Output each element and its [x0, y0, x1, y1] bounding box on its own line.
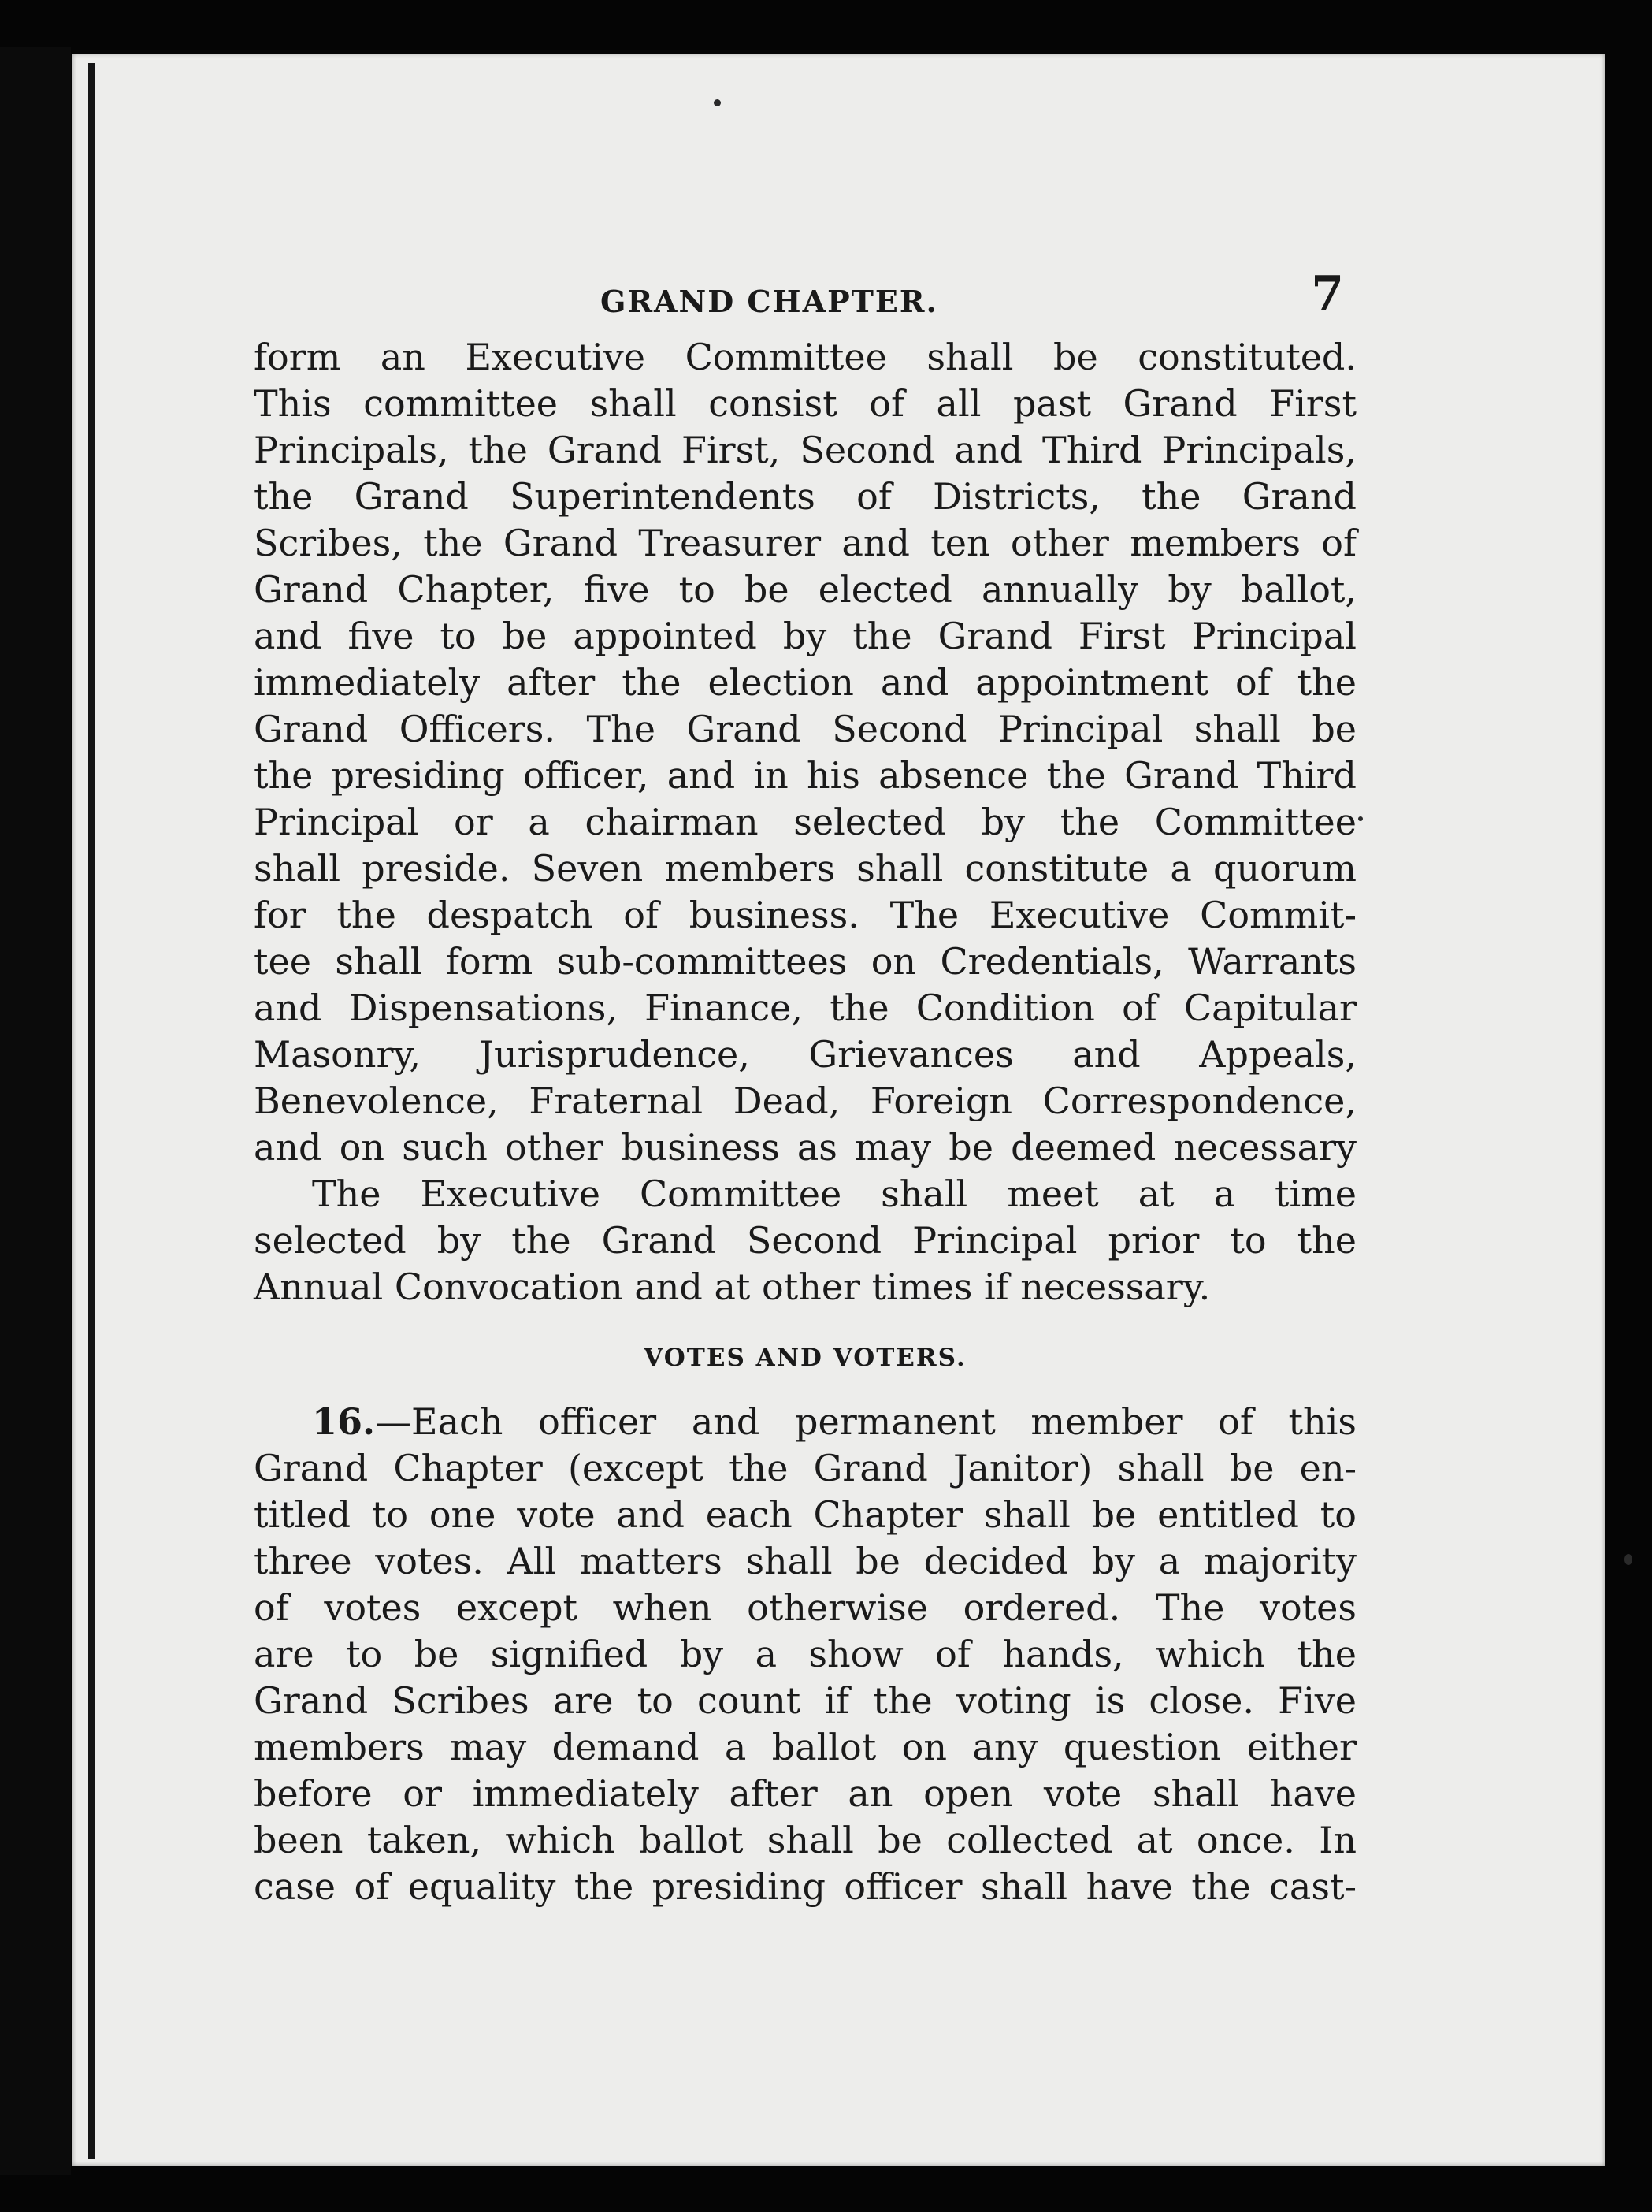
running-title: GRAND CHAPTER. — [600, 284, 938, 319]
page-number: 7 — [1311, 266, 1344, 322]
text-line — [254, 1399, 1357, 1445]
text-line: Benevolence, Fraternal Dead, Foreign Correspondence, — [254, 1080, 1357, 1122]
facing-page-edge — [0, 47, 71, 2175]
paragraph-committee-meetings — [254, 1171, 1357, 1310]
text-line-content: —Each officer and permanent member of this — [375, 1400, 1357, 1443]
text-line: members may demand a ballot on any question either — [254, 1726, 1357, 1768]
text-line: Principals, the Grand First, Second and Third Principals, — [254, 429, 1357, 471]
paragraph-executive-committee — [254, 334, 1357, 1171]
text-line: Scribes, the Grand Treasurer and ten other members of — [254, 522, 1357, 564]
text-line: Grand Scribes are to count if the voting is close. Five — [254, 1679, 1357, 1722]
text-line: of votes except when otherwise ordered. The votes — [254, 1586, 1357, 1629]
text-line: The Executive Committee shall meet at a time — [312, 1173, 1357, 1215]
text-line: for the despatch of business. The Executive Commit- — [254, 894, 1357, 936]
text-line: Annual Convocation and at other times if necessary. — [254, 1266, 1211, 1308]
text-line: are to be signified by a show of hands, which the — [254, 1633, 1357, 1675]
text-line: Principal or a chairman selected by the Committee — [254, 801, 1357, 843]
text-line: three votes. All matters shall be decided by a majority — [254, 1540, 1357, 1582]
text-line: and on such other business as may be deemed necessary — [254, 1126, 1357, 1169]
text-line: tee shall form sub-committees on Credentials, Warrants — [254, 940, 1357, 983]
text-line: the Grand Superintendents of Districts, the Grand — [254, 475, 1357, 518]
section-number: 16. — [312, 1400, 376, 1443]
text-line: Grand Chapter (except the Grand Janitor) shall be en- — [254, 1447, 1357, 1489]
text-line: case of equality the presiding officer shall have the cast- — [254, 1865, 1357, 1908]
text-line: been taken, which ballot shall be collected at once. In — [254, 1819, 1357, 1861]
text-line: before or immediately after an open vote shall have — [254, 1772, 1357, 1815]
dust-speck — [714, 99, 721, 106]
page-text — [254, 260, 1357, 1910]
text-line: selected by the Grand Second Principal prior to the — [254, 1219, 1357, 1262]
text-line: shall preside. Seven members shall constitute a quorum — [254, 847, 1357, 890]
text-line: Grand Chapter, five to be elected annually by ballot, — [254, 568, 1357, 611]
dust-speck — [1624, 1554, 1632, 1565]
text-line: titled to one vote and each Chapter shall be entitled to — [254, 1493, 1357, 1536]
text-line: form an Executive Committee shall be constituted. — [254, 336, 1357, 378]
paragraph-section-16 — [254, 1399, 1357, 1910]
dust-speck — [1358, 816, 1363, 821]
text-line: Grand Officers. The Grand Second Principal shall be — [254, 708, 1357, 750]
running-header — [254, 260, 1357, 323]
section-heading: VOTES AND VOTERS. — [644, 1344, 967, 1372]
text-line: immediately after the election and appointment of the — [254, 661, 1357, 704]
text-line: the presiding officer, and in his absence the Grand Third — [254, 754, 1357, 797]
text-line: and Dispensations, Finance, the Condition of Capitular — [254, 987, 1357, 1029]
text-line: Masonry, Jurisprudence, Grievances and Appeals, — [254, 1033, 1357, 1076]
binding-shadow — [88, 63, 95, 2159]
text-line: This committee shall consist of all past Grand First — [254, 382, 1357, 425]
text-line: and five to be appointed by the Grand First Principal — [254, 615, 1357, 657]
